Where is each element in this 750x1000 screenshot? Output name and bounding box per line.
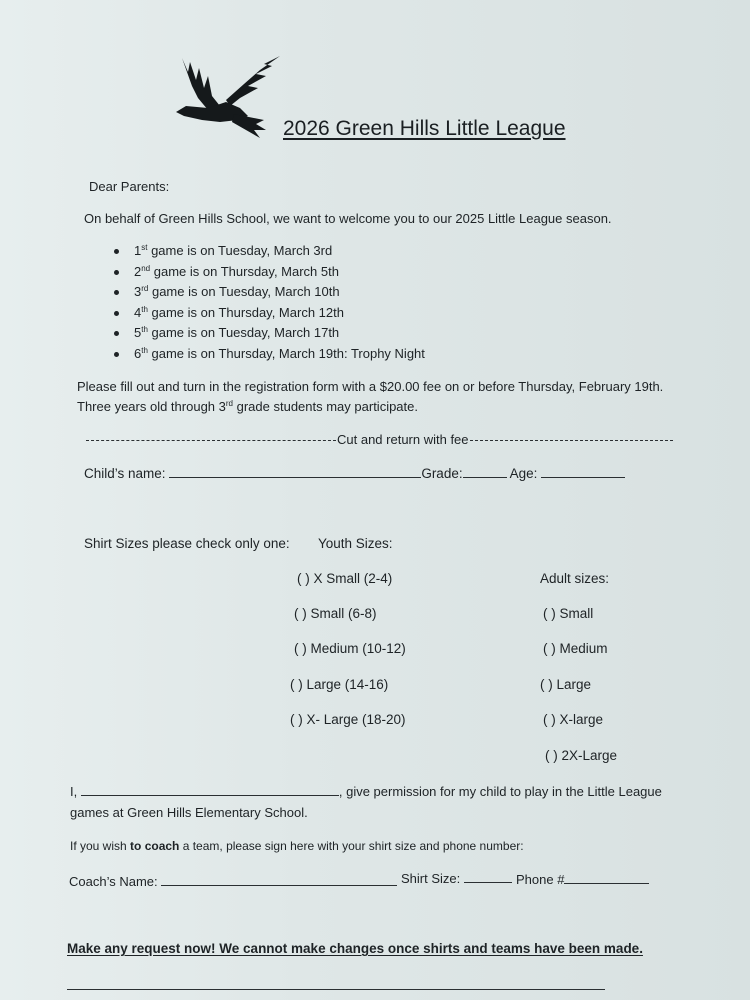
shirt-size-label: Shirt Sizes please check only one: xyxy=(84,536,290,551)
adult-size-l-option[interactable]: ( ) Large xyxy=(540,677,592,692)
age-field[interactable] xyxy=(541,465,625,478)
parent-name-field[interactable] xyxy=(81,783,339,796)
list-item: 1st game is on Tuesday, March 3rd xyxy=(114,243,425,264)
permission-line-2: games at Green Hills Elementary School. xyxy=(70,805,308,820)
game-schedule-list xyxy=(114,243,425,367)
coach-phone-row xyxy=(516,871,649,887)
child-name-label: Child’s name: xyxy=(84,466,166,481)
adult-size-s-option[interactable]: ( ) Small xyxy=(543,606,594,621)
coach-phone-field[interactable] xyxy=(564,871,649,884)
request-note: Make any request now! We cannot make changes once shirts and teams have been made. xyxy=(67,941,643,956)
youth-size-l-option[interactable]: ( ) Large (14-16) xyxy=(290,677,389,692)
list-item: 6th game is on Thursday, March 19th: Trophy Night xyxy=(114,346,425,367)
youth-size-xs-option[interactable]: ( ) X Small (2-4) xyxy=(297,571,393,586)
coach-instructions: If you wish to coach a team, please sign here with your shirt size and phone number: xyxy=(70,839,524,853)
child-name-field[interactable] xyxy=(169,465,421,478)
permission-line: I, , give permission for my child to play in the Little League xyxy=(70,784,662,799)
list-item: 5th game is on Tuesday, March 17th xyxy=(114,325,425,346)
page-title: 2026 Green Hills Little League xyxy=(283,117,566,140)
grade-field[interactable] xyxy=(463,465,507,478)
adult-size-xl-option[interactable]: ( ) X-large xyxy=(543,712,604,727)
list-item: 2nd game is on Thursday, March 5th xyxy=(114,264,425,285)
greeting: Dear Parents: xyxy=(89,179,170,194)
youth-size-xl-option[interactable]: ( ) X- Large (18-20) xyxy=(290,712,406,727)
coach-name-field[interactable] xyxy=(161,873,397,886)
cut-line-left xyxy=(86,440,336,441)
age-label: Age: xyxy=(509,466,538,481)
coach-row xyxy=(69,873,397,889)
coach-phone-label: Phone # xyxy=(516,872,565,887)
coach-shirt-label: Shirt Size: xyxy=(401,871,461,886)
fee-text: Please fill out and turn in the registration form with a $20.00 fee on or before Thursday, February 19th. xyxy=(77,379,664,394)
cut-line-label: Cut and return with fee xyxy=(337,432,469,447)
adult-sizes-label: Adult sizes: xyxy=(540,571,610,586)
adult-size-m-option[interactable]: ( ) Medium xyxy=(543,641,608,656)
list-item: 4th game is on Thursday, March 12th xyxy=(114,305,425,326)
welcome-text: On behalf of Green Hills School, we want to welcome you to our 2025 Little League season. xyxy=(84,211,612,226)
coach-name-label: Coach’s Name: xyxy=(69,874,158,889)
youth-sizes-label: Youth Sizes: xyxy=(318,536,393,551)
child-name-row xyxy=(84,465,625,481)
adult-size-2xl-option[interactable]: ( ) 2X-Large xyxy=(545,748,618,763)
coach-shirt-field[interactable] xyxy=(464,870,512,883)
request-line[interactable] xyxy=(67,989,605,990)
eligibility-text: Three years old through 3rd grade students may participate. xyxy=(77,399,418,414)
cut-line-right xyxy=(470,440,673,441)
youth-size-s-option[interactable]: ( ) Small (6-8) xyxy=(294,606,377,621)
list-item: 3rd game is on Tuesday, March 10th xyxy=(114,284,425,305)
grade-label: Grade: xyxy=(421,466,463,481)
coach-shirt-row xyxy=(401,870,512,886)
hawk-logo-icon xyxy=(168,50,288,142)
youth-size-m-option[interactable]: ( ) Medium (10-12) xyxy=(294,641,406,656)
